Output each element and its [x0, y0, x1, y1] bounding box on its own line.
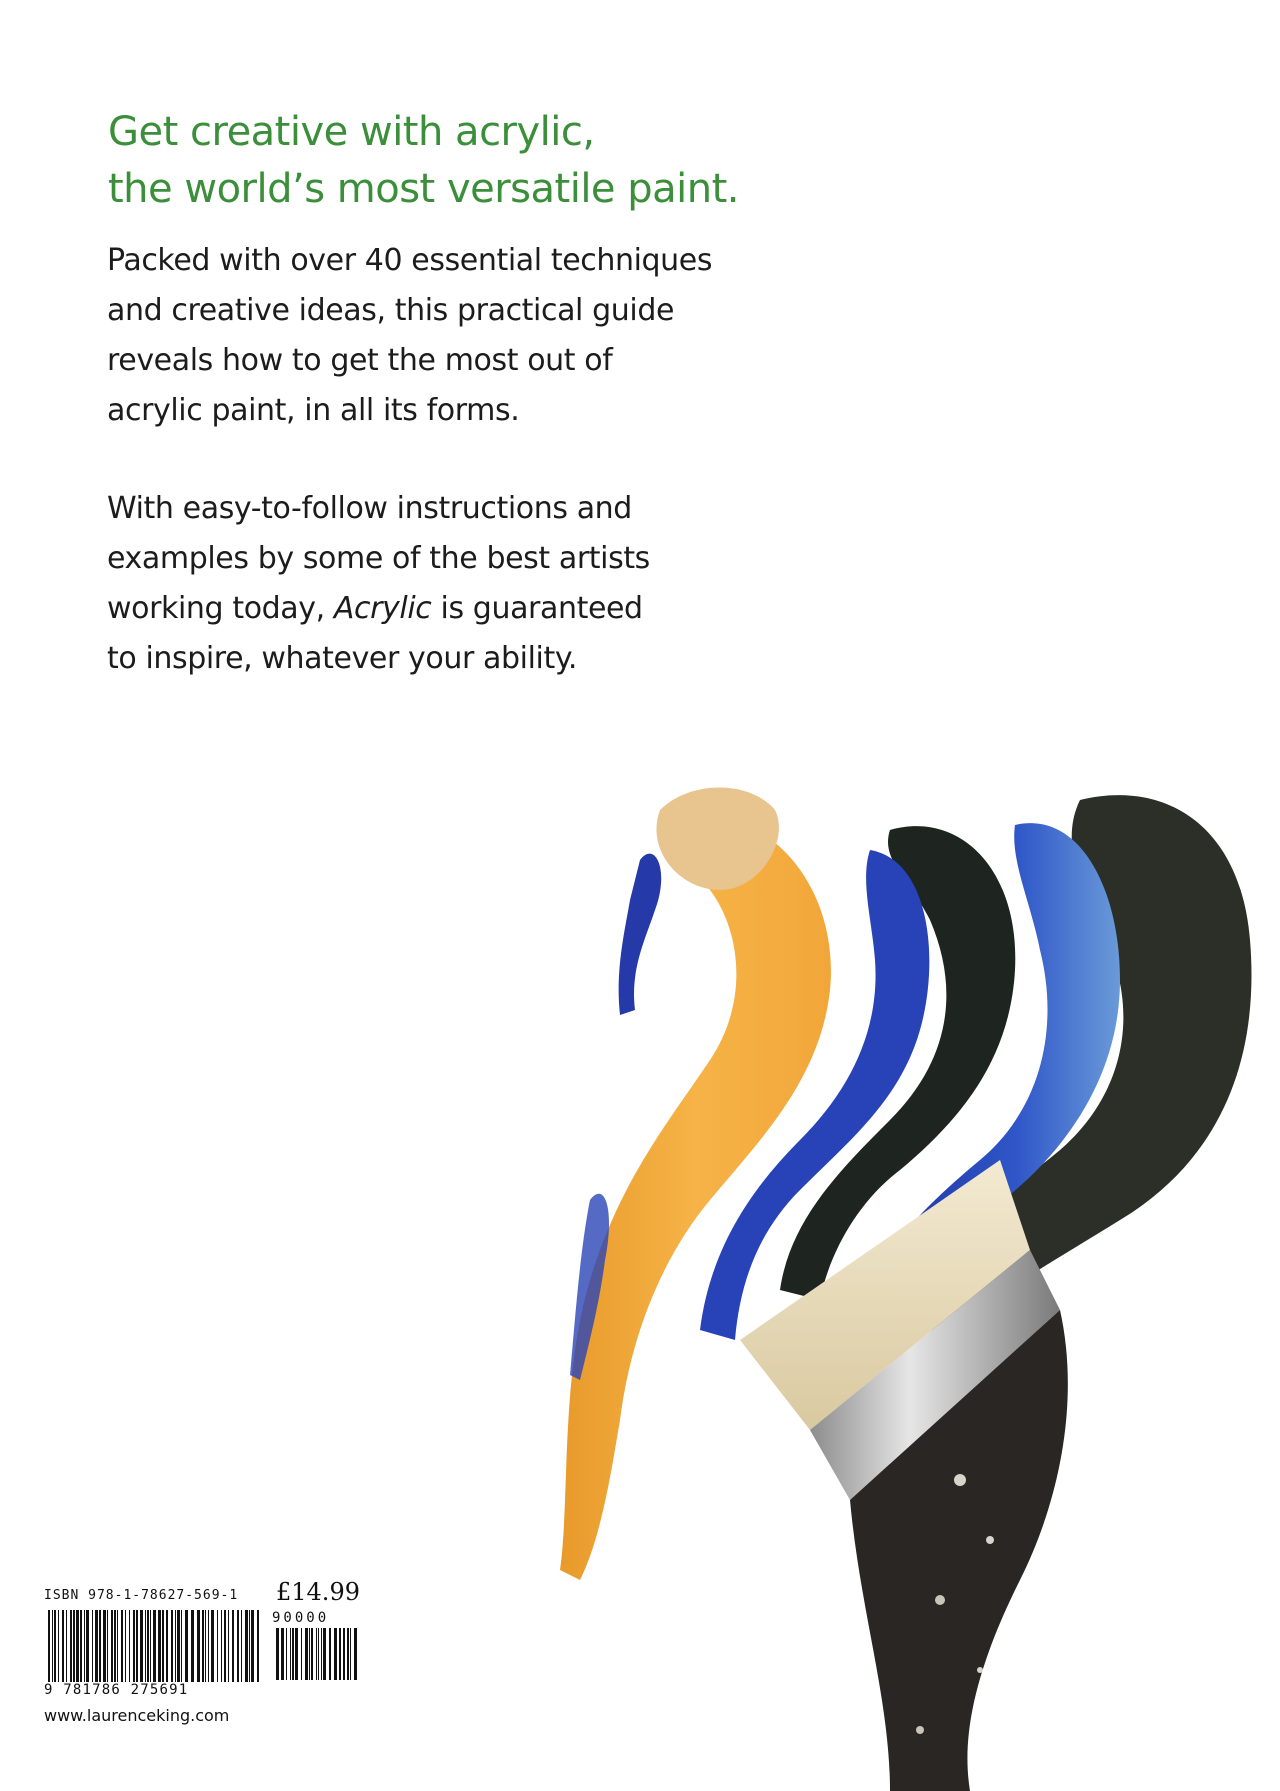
headline-line-1: Get creative with acrylic, — [108, 109, 595, 155]
barcode-bar — [301, 1628, 302, 1680]
blurb-p1-line-1: Packed with over 40 essential techniques — [107, 243, 713, 278]
price: £14.99 — [276, 1578, 360, 1606]
barcode-bar — [286, 1628, 287, 1680]
blurb-p2-line-3 — [107, 584, 650, 634]
barcode-bar — [309, 1628, 310, 1680]
headline — [108, 104, 739, 218]
barcode-bar — [191, 1610, 194, 1682]
barcode-bar — [281, 1628, 284, 1680]
barcode-bar — [95, 1610, 98, 1682]
barcode-bar — [158, 1610, 161, 1682]
barcode-bar — [257, 1610, 259, 1682]
barcode-bar — [311, 1628, 313, 1680]
barcode-bar — [92, 1610, 93, 1682]
blurb-p2-line-4: to inspire, whatever your ability. — [107, 641, 578, 676]
blurb-p2-line-3-end: is guaranteed — [431, 591, 643, 626]
barcode-bar — [86, 1610, 89, 1682]
barcode-bar — [52, 1610, 53, 1682]
barcode-bar — [343, 1628, 345, 1680]
barcode-bar — [202, 1610, 204, 1682]
blurb-p2-line-3-start: working today, — [107, 591, 334, 626]
barcode-bar — [334, 1628, 337, 1680]
barcode-bar — [350, 1628, 351, 1680]
barcode-bar — [245, 1610, 248, 1682]
barcode-bar — [329, 1628, 331, 1680]
barcode-bar — [318, 1628, 319, 1680]
barcode-bar — [197, 1610, 200, 1682]
ean-digits: 9 781786 275691 — [44, 1682, 189, 1698]
barcode-bar — [103, 1610, 106, 1682]
barcode-bar — [84, 1610, 85, 1682]
barcode-bar — [295, 1628, 298, 1680]
barcode-bar — [175, 1610, 176, 1682]
barcode-bar — [133, 1610, 135, 1682]
barcode-bar — [147, 1610, 149, 1682]
barcode-bar — [323, 1628, 326, 1680]
blurb-paragraph-1 — [107, 236, 712, 436]
paintbrush-illustration — [560, 780, 1280, 1791]
headline-line-2: the world’s most versatile paint. — [108, 166, 740, 212]
barcode-bar — [136, 1610, 138, 1682]
barcode-bar — [292, 1628, 294, 1680]
barcode-bar — [70, 1610, 72, 1682]
barcode-bar — [166, 1610, 168, 1682]
addon-barcode — [272, 1628, 362, 1680]
barcode-bar — [221, 1610, 222, 1682]
barcode-bar — [121, 1610, 123, 1682]
barcode-bar — [181, 1610, 182, 1682]
barcode-bar — [107, 1610, 108, 1682]
barcode-bar — [237, 1610, 239, 1682]
barcode-bar — [241, 1610, 242, 1682]
barcode-bar — [129, 1610, 130, 1682]
barcode-bar — [66, 1610, 67, 1682]
barcode-bar — [305, 1628, 308, 1680]
barcode-bar — [150, 1610, 151, 1682]
isbn-label: ISBN 978-1-78627-569-1 — [44, 1588, 239, 1603]
barcode-bar — [290, 1628, 291, 1680]
barcode-bar — [140, 1610, 143, 1682]
barcode-bar — [114, 1610, 116, 1682]
barcode-bar — [153, 1610, 156, 1682]
barcode-block — [44, 1578, 384, 1758]
blurb-p1-line-2: and creative ideas, this practical guide — [107, 293, 675, 328]
barcode-bar — [177, 1610, 180, 1682]
blurb-p1-line-3: reveals how to get the most out of — [107, 343, 613, 378]
barcode-bar — [76, 1610, 79, 1682]
barcode-bar — [73, 1610, 75, 1682]
barcode-bar — [185, 1610, 188, 1682]
barcode-bar — [321, 1628, 322, 1680]
barcode-bar — [111, 1610, 113, 1682]
barcode-bar — [316, 1628, 317, 1680]
barcode-bar — [354, 1628, 357, 1680]
barcode-bar — [339, 1628, 341, 1680]
barcode-bar — [162, 1610, 164, 1682]
barcode-bar — [80, 1610, 82, 1682]
publisher-website: www.laurenceking.com — [44, 1706, 230, 1725]
book-title-italic: Acrylic — [333, 591, 432, 626]
barcode-bar — [232, 1610, 234, 1682]
barcode-bar — [145, 1610, 146, 1682]
barcode-bar — [62, 1610, 64, 1682]
barcode-bar — [208, 1610, 209, 1682]
barcode-bar — [347, 1628, 349, 1680]
barcode-bar — [224, 1610, 226, 1682]
addon-digits: 90000 — [272, 1610, 330, 1626]
barcode-bar — [54, 1610, 56, 1682]
blurb-p2-line-2: examples by some of the best artists — [107, 541, 650, 576]
barcode-bar — [58, 1610, 59, 1682]
blurb-p2-line-1: With easy-to-follow instructions and — [107, 491, 632, 526]
barcode-bar — [205, 1610, 206, 1682]
blurb-p1-line-4: acrylic paint, in all its forms. — [107, 393, 520, 428]
barcode-bar — [171, 1610, 173, 1682]
barcode-bar — [125, 1610, 126, 1682]
barcode-bar — [251, 1610, 254, 1682]
barcode-bar — [217, 1610, 218, 1682]
blurb-paragraph-2 — [107, 484, 650, 684]
barcode-bar — [99, 1610, 101, 1682]
barcode-bar — [249, 1610, 250, 1682]
barcode-bar — [117, 1610, 118, 1682]
barcode-bar — [228, 1610, 229, 1682]
barcode-bar — [48, 1610, 50, 1682]
barcode-bar — [276, 1628, 279, 1680]
ean-barcode — [44, 1610, 264, 1682]
barcode-bar — [211, 1610, 214, 1682]
